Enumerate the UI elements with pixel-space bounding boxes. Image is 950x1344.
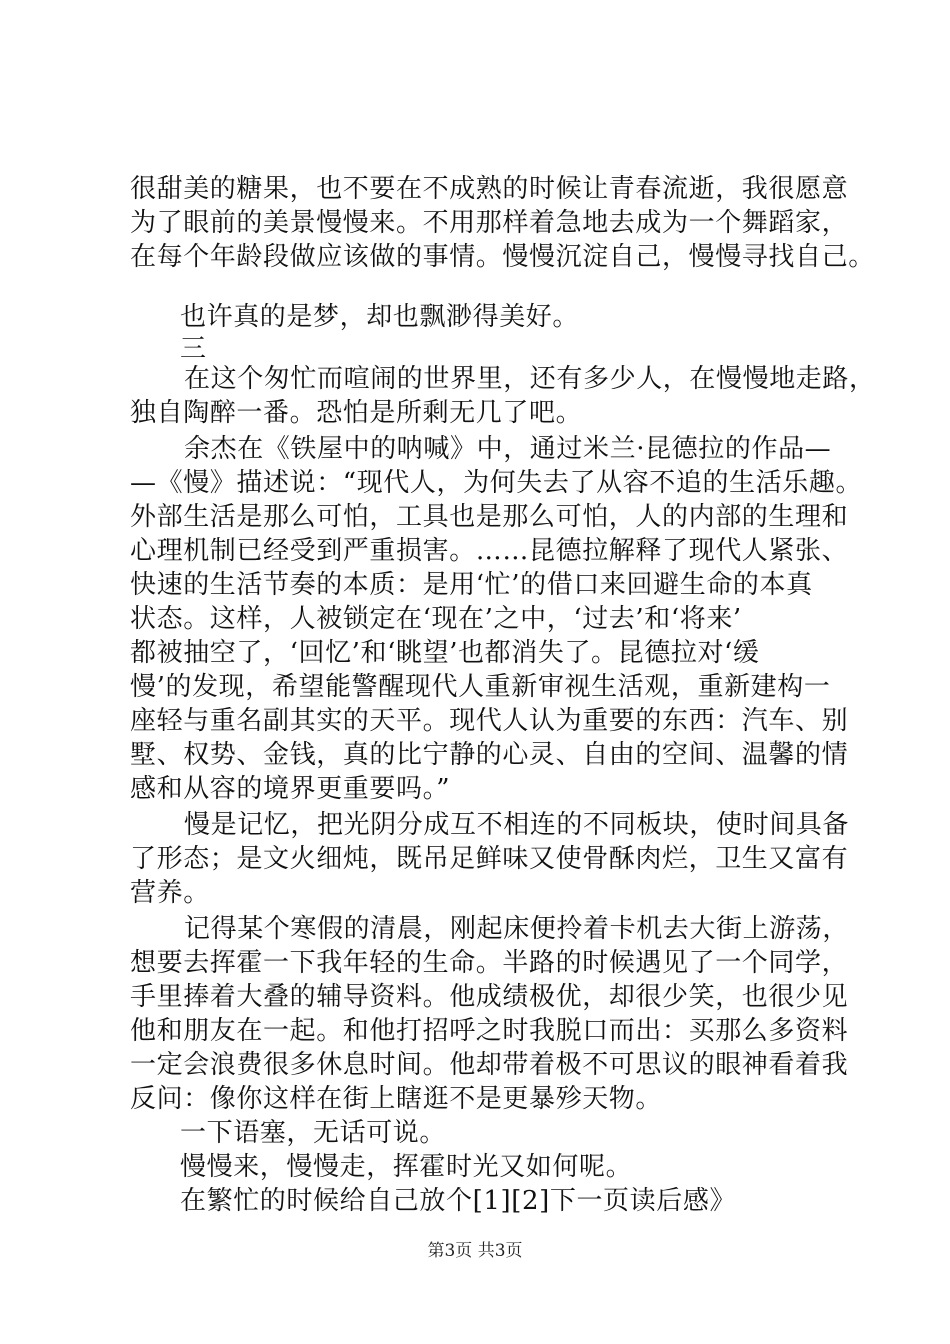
text-line: 慢慢来，慢慢走，挥霍时光又如何呢。 — [180, 1152, 633, 1182]
text-line: 想要去挥霍一下我年轻的生命。半路的时候遇见了一个同学， — [130, 948, 849, 978]
text-line: 反问：像你这样在街上瞎逛不是更暴殄天物。 — [130, 1084, 663, 1114]
text-line: 感和从容的境界更重要吗。” — [130, 774, 451, 804]
text-line: 座轻与重名副其实的天平。现代人认为重要的东西：汽车、别 — [130, 706, 849, 736]
text-line: 记得某个寒假的清晨，刚起床便拎着卡机去大街上游荡， — [184, 914, 850, 944]
text-line: 都被抽空了，‘回忆’和‘眺望’也都消失了。昆德拉对‘缓 — [130, 638, 760, 668]
text-line: 一定会浪费很多休息时间。他却带着极不可思议的眼神看着我 — [130, 1050, 849, 1080]
text-line: 独自陶醉一番。恐怕是所剩无几了吧。 — [130, 398, 583, 428]
text-line: 状态。这样，人被锁定在‘现在’之中，‘过去’和‘将来’ — [130, 604, 742, 634]
text-line: 了形态；是文火细炖，既吊足鲜味又使骨酥肉烂，卫生又富有 — [130, 844, 849, 874]
text-line: 慢是记忆，把光阴分成互不相连的不同板块，使时间具备 — [184, 810, 850, 840]
text-line: 营养。 — [130, 878, 210, 908]
text-line: 在繁忙的时候给自己放个[1][2]下一页读后感》 — [180, 1186, 737, 1216]
text-line: 外部生活是那么可怕，工具也是那么可怕，人的内部的生理和 — [130, 502, 849, 532]
text-line: 慢’的发现，希望能警醒现代人重新审视生活观，重新建构一 — [130, 672, 831, 702]
page-number-footer: 第3页 共3页 — [427, 1241, 523, 1261]
text-line: 墅、权势、金钱，真的比宁静的心灵、自由的空间、温馨的情 — [130, 740, 849, 770]
text-line: 很甜美的糖果，也不要在不成熟的时候让青春流逝，我很愿意 — [130, 174, 849, 204]
section-number: 三 — [180, 334, 207, 364]
text-line: 手里捧着大叠的辅导资料。他成绩极优，却很少笑，也很少见 — [130, 982, 849, 1012]
text-line: —《慢》描述说：“现代人，为何失去了从容不追的生活乐趣。 — [130, 468, 863, 498]
text-line: 在每个年龄段做应该做的事情。慢慢沉淀自己，慢慢寻找自己。 — [130, 242, 875, 272]
text-line: 为了眼前的美景慢慢来。不用那样着急地去成为一个舞蹈家， — [130, 208, 849, 238]
text-line: 心理机制已经受到严重损害。……昆德拉解释了现代人紧张、 — [130, 536, 849, 566]
text-line: 他和朋友在一起。和他打招呼之时我脱口而出：买那么多资料 — [130, 1016, 849, 1046]
text-line: 也许真的是梦，却也飘渺得美好。 — [180, 302, 580, 332]
text-line: 余杰在《铁屋中的呐喊》中，通过米兰·昆德拉的作品— — [184, 434, 832, 464]
text-line: 一下语塞，无话可说。 — [180, 1118, 447, 1148]
text-line: 在这个匆忙而喧闹的世界里，还有多少人，在慢慢地走路， — [184, 364, 876, 394]
text-line: 快速的生活节奏的本质：是用‘忙’的借口来回避生命的本真 — [130, 570, 813, 600]
